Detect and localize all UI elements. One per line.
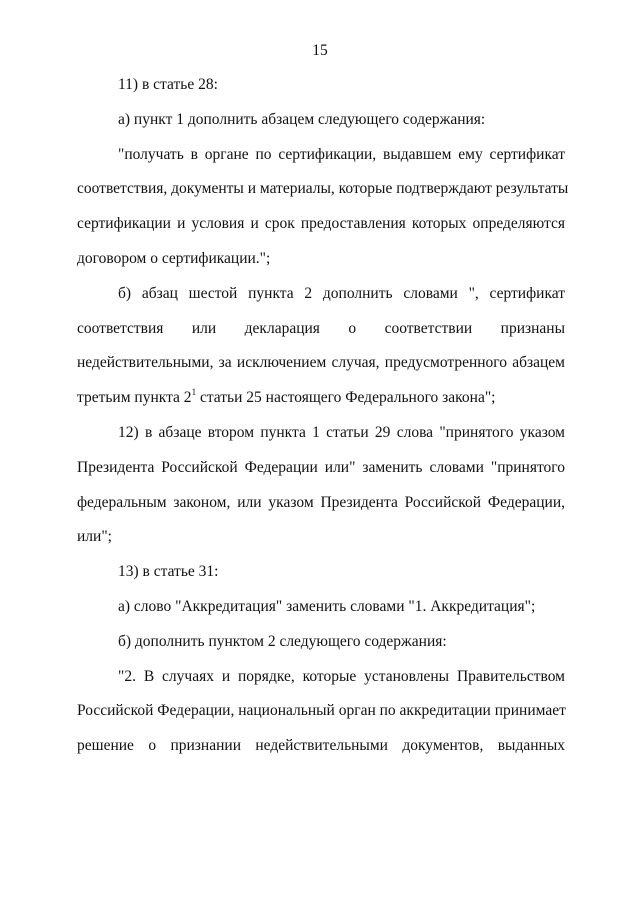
text-line [77,381,565,416]
text-line: "получать в органе по сертификации, выдавшем ему сертификат [118,145,565,163]
text-line: 11) в статье 28: [118,76,218,93]
text-segment: статьи 25 настоящего Федерального закона"; [196,389,496,407]
text-line: а) пункт 1 дополнить абзацем следующего содержания: [118,110,486,128]
text-line: Российской Федерации, национальный орган по аккредитации принимает [77,702,566,720]
text-line: или"; [77,528,112,546]
text-line: б) дополнить пунктом 2 следующего содержания: [118,632,447,650]
text-line: федеральным законом, или указом Президента Российской Федерации, [77,493,565,511]
text-line: решение о признании недействительными документов, выданных [77,737,565,755]
page-number: 15 [312,42,328,59]
text-line: 12) в абзаце втором пункта 1 статьи 29 слова "принятого указом [118,423,565,441]
text-line: недействительными, за исключением случая, предусмотренного абзацем [77,354,565,372]
text-line: а) слово "Аккредитация" заменить словами "1. Аккредитация"; [118,597,536,615]
superscript: 1 [191,387,197,398]
text-line: договором о сертификации."; [77,249,271,267]
text-line: сертификации и условия и срок предоставления которых определяются [77,215,565,233]
text-line: соответствия или декларация о соответствии признаны [77,319,565,337]
document-body [77,68,569,764]
text-segment: третьим пункта 2 [77,389,192,407]
text-line: "2. В случаях и порядке, которые установлены Правительством [118,667,565,685]
text-line: Президента Российской Федерации или" заменить словами "принятого [77,458,565,476]
text-line: б) абзац шестой пункта 2 дополнить словами ", сертификат [118,284,565,302]
text-line: соответствия, документы и материалы, которые подтверждают результаты [77,180,569,198]
text-line: 13) в статье 31: [118,563,219,581]
